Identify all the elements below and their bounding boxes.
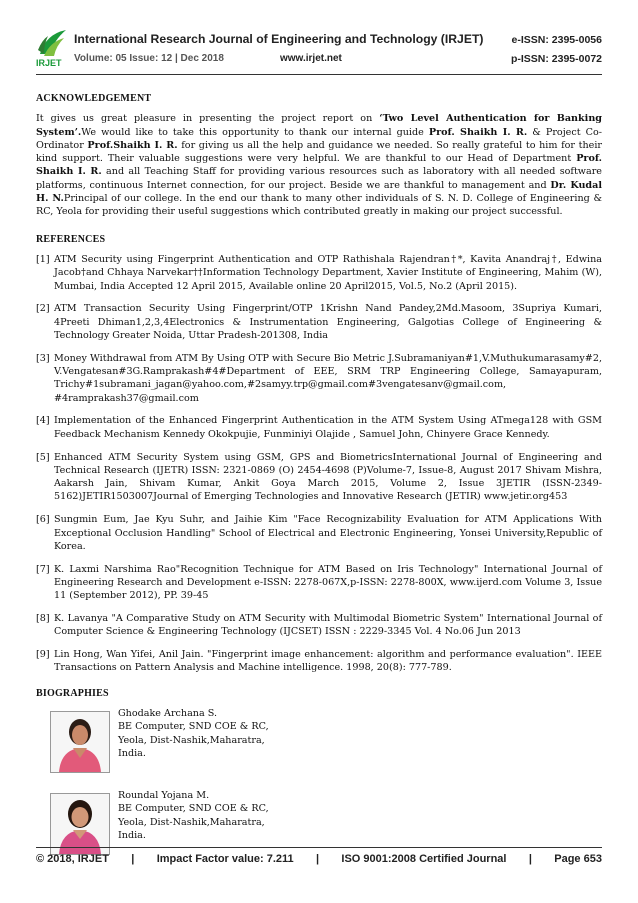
journal-title: International Research Journal of Engineering and Technology (IRJET) — [74, 32, 484, 46]
author-name: Roundal Yojana M. — [118, 789, 210, 801]
reference-number: [2] — [36, 303, 50, 315]
ack-text: It gives us great pleasure in presenting the project report on — [36, 113, 380, 125]
reference-text: ATM Security using Fingerprint Authentication and OTP Rathishala Rajendran†*, Kavita Anandraj†, Edwina Jacob†and Chhaya Narvekar††Information Technology Department, Xavier Institute of Engineering, Mahim (W), Mumbai, India Accepted 12 April 2015, Available online 20 April2015, Vol.5, No.2 (April 2015). — [54, 253, 602, 292]
reference-text: K. Laxmi Narshima Rao"Recognition Technique for ATM Based on Iris Technology" International Journal of Engineering Research and Development e-ISSN: 2278-067X,p-ISSN: 2278-800X, www.ijerd.com Volume 3, Issue 11 (September 2012), PP. 39-45 — [54, 563, 602, 602]
ack-text: We would like to take this opportunity to thank our internal guide — [81, 126, 429, 138]
footer-separator: | — [315, 853, 320, 865]
hod-name: Prof. Shaikh I. R. — [36, 153, 602, 178]
author-detail: Yeola, Dist-Nashik,Maharatra, — [118, 734, 265, 746]
biography-text — [118, 707, 269, 760]
biography-text — [118, 789, 269, 842]
author-detail: India. — [118, 829, 146, 841]
reference-item — [36, 513, 602, 553]
reference-number: [7] — [36, 563, 50, 575]
footer-rule — [36, 847, 602, 848]
footer-separator: | — [131, 853, 135, 865]
acknowledgement-paragraph — [36, 112, 602, 218]
ack-text: and all Teaching Staff for providing various resources such as laboratory with all needed software platforms, continuous Internet connection, for our project. Beside we are thankful to management and — [36, 166, 602, 191]
page-footer — [36, 853, 602, 865]
header-rule — [36, 74, 602, 75]
author-name: Ghodake Archana S. — [118, 707, 218, 719]
person-icon — [51, 794, 109, 854]
reference-number: [5] — [36, 451, 50, 463]
reference-text: Sungmin Eum, Jae Kyu Suhr, and Jaihie Kim "Face Recognizability Evaluation for ATM Applications With Exceptional Occlusion Handling" School of Electrical and Electronic Engineering, Yonsei University,Republic of Korea. — [54, 514, 602, 552]
reference-number: [9] — [36, 649, 50, 661]
reference-text: Lin Hong, Wan Yifei, Anil Jain. "Fingerprint image enhancement: algorithm and performance evaluation". IEEE Transactions on Pattern Analysis and Machine intelligence. 1998, 20(8): 777-789. — [54, 649, 602, 674]
volume-issue: Volume: 05 Issue: 12 | Dec 2018 — [74, 53, 224, 64]
acknowledgement-heading: ACKNOWLEDGEMENT — [36, 93, 152, 104]
footer-separator: | — [528, 853, 532, 865]
reference-text: Implementation of the Enhanced Fingerprint Authentication in the ATM System Using ATmega128 with GSM Feedback Mechanism Kennedy Okokpujie, Funminiyi Olajide , Samuel John, Chinyere Grace Kennedy. — [54, 415, 602, 440]
reference-text: Enhanced ATM Security System using GSM, GPS and BiometricsInternational Journal of Engineering and Technical Research (IJETR) ISSN: 2321-0869 (O) 2454-4698 (P)Volume-7, Issue-8, August 2017 Shivam Mishra, Aakarsh Jain, Shivam Kumar, Ankit Goya March 2015, Volume 2, Issue 3JETIR (ISSN-2349-5162)JETIR1503007Journal of Emerging Technologies and Innovative Research (JETIR) www.jetir.org453 — [54, 451, 602, 503]
ack-text: for giving us all the help and guidance we needed. So really grateful to him for their kind support. Their valuable suggestions were very helpful. We are thankful to our Head of Department — [36, 139, 603, 165]
page-content — [36, 80, 602, 871]
iso-certification: ISO 9001:2008 Certified Journal — [341, 853, 507, 865]
reference-item — [36, 253, 602, 293]
e-issn: e-ISSN: 2395-0056 — [511, 34, 602, 46]
reference-item — [36, 302, 602, 342]
ack-text: Principal of our college. In the end our thank to many other individuals of S. N. D. College of Engineering & RC, Yeola for providing their useful suggestions which contributed greatly in making our project successful. — [36, 193, 602, 218]
author-detail: BE Computer, SND COE & RC, — [118, 721, 269, 733]
copyright: © 2018, IRJET — [36, 853, 109, 865]
biographies-heading: BIOGRAPHIES — [36, 687, 109, 699]
author-detail: Yeola, Dist-Nashik,Maharatra, — [118, 816, 265, 828]
reference-item — [36, 563, 602, 603]
coordinator-name: Prof.Shaikh I. R. — [87, 139, 178, 151]
website-link[interactable]: www.irjet.net — [280, 53, 342, 64]
project-title: ‘Two Level Authentication for Banking System’. — [36, 113, 602, 138]
reference-item — [36, 612, 602, 639]
reference-text: ATM Transaction Security Using Fingerprint/OTP 1Krishn Nand Pandey,2Md.Masoom, 3Supriya Kumari, 4Preeti Dhiman1,2,3,4Electronics & Instrumentation Engineering, Galgotias College of Engineering & Technology Greater Noida, Uttar Pradesh-201308, India — [54, 303, 602, 341]
reference-number: [6] — [36, 514, 50, 526]
biography-entry — [36, 707, 602, 787]
principal-name: Dr. Kudal H. N. — [36, 179, 602, 205]
reference-text: Money Withdrawal from ATM By Using OTP with Secure Bio Metric J.Subramaniyan#1,V.Muthukumarasamy#2, V.Vengatesan#3G.Ramprakash#4#Department of EEE, SRM TRP Engineering College, Samayapuram, Trichy#1subramani_jagan@yahoo.com,#2samyy.trp@gmail.com#3vengatesanv@gmail.com, #4ramprakash37@gmail.com — [54, 352, 602, 404]
author-detail: India. — [118, 747, 146, 759]
reference-item — [36, 352, 602, 405]
author-detail: BE Computer, SND COE & RC, — [118, 803, 269, 815]
reference-number: [1] — [36, 253, 50, 265]
p-issn: p-ISSN: 2395-0072 — [510, 53, 602, 65]
author-photo — [50, 711, 110, 773]
person-icon — [51, 712, 109, 772]
reference-item — [36, 451, 602, 504]
ack-text: & Project Co-Ordinator — [36, 126, 602, 151]
reference-list — [36, 253, 602, 675]
impact-factor: Impact Factor value: 7.211 — [156, 853, 294, 865]
logo-text: IRJET — [36, 58, 62, 68]
reference-item — [36, 414, 602, 441]
guide-name: Prof. Shaikh I. R. — [428, 126, 528, 138]
reference-number: [3] — [36, 352, 50, 364]
reference-item — [36, 648, 602, 675]
reference-number: [8] — [36, 613, 50, 624]
reference-number: [4] — [36, 415, 50, 427]
reference-text: K. Lavanya "A Comparative Study on ATM Security with Multimodal Biometric System" International Journal of Computer Science & Engineering Technology (IJCSET) ISSN : 2229-3345 Vol. 4 No.06 Jun 2013 — [54, 613, 602, 638]
page-header — [36, 28, 602, 72]
author-photo — [50, 793, 110, 855]
page-number: Page 653 — [554, 853, 602, 865]
references-heading: REFERENCES — [36, 233, 106, 245]
